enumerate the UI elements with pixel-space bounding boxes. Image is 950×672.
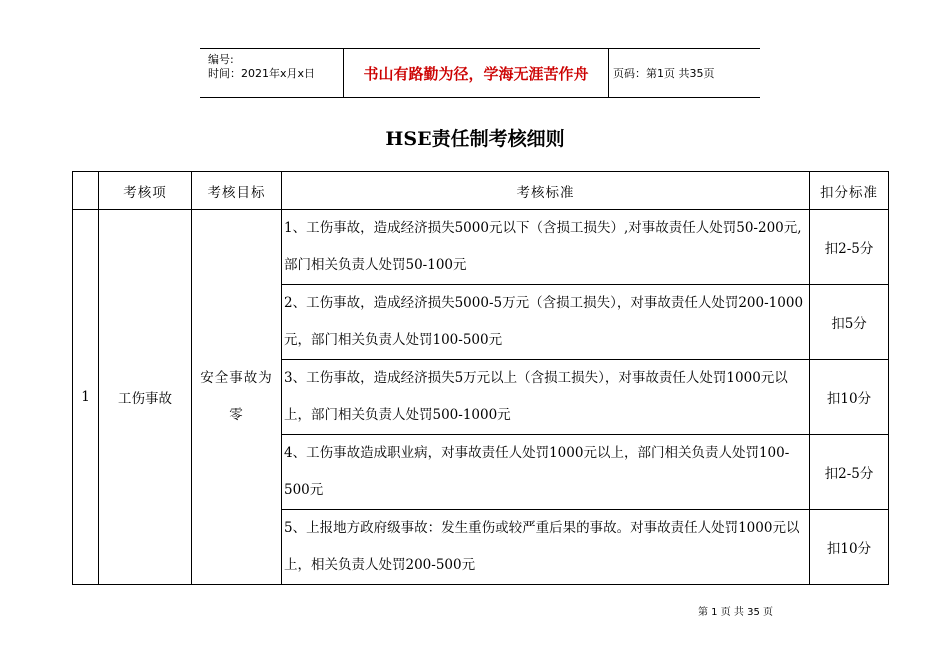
assessment-item: 工伤事故 xyxy=(99,210,192,585)
deduction-cell: 扣2-5分 xyxy=(810,435,889,510)
col-header-item: 考核项 xyxy=(99,172,192,210)
table-row xyxy=(73,210,889,285)
doc-number: 编号: xyxy=(208,53,234,66)
criterion-cell: 3、工伤事故，造成经济损失5万元以上（含损工损失），对事故责任人处罚1000元以上，部门相关负责人处罚500-1000元 xyxy=(282,360,810,435)
criterion-cell: 5、上报地方政府级事故：发生重伤或较严重后果的事故。对事故责任人处罚1000元以上，相关负责人处罚200-500元 xyxy=(282,510,810,585)
doc-time: 时间：2021年x月x日 xyxy=(208,67,316,80)
table-header-row xyxy=(73,172,889,210)
col-header-number xyxy=(73,172,99,210)
assessment-table xyxy=(72,171,889,585)
row-number: 1 xyxy=(73,210,99,585)
header-info xyxy=(208,53,315,81)
header-motto: 书山有路勤为径，学海无涯苦作舟 xyxy=(363,64,589,83)
deduction-cell: 扣10分 xyxy=(810,510,889,585)
deduction-cell: 扣2-5分 xyxy=(810,210,889,285)
criterion-cell: 4、工伤事故造成职业病，对事故责任人处罚1000元以上，部门相关负责人处罚100-500元 xyxy=(282,435,810,510)
document-title: HSE责任制考核细则 xyxy=(385,128,565,150)
page-header xyxy=(200,48,760,98)
criterion-cell: 2、工伤事故，造成经济损失5000-5万元（含损工损失），对事故责任人处罚200-1000元，部门相关负责人处罚100-500元 xyxy=(282,285,810,360)
col-header-goal: 考核目标 xyxy=(192,172,282,210)
page-footer: 第 1 页 共 35 页 xyxy=(698,607,773,618)
deduction-cell: 扣5分 xyxy=(810,285,889,360)
header-divider xyxy=(608,49,609,97)
col-header-deduction: 扣分标准 xyxy=(810,172,889,210)
criterion-cell: 1、工伤事故，造成经济损失5000元以下（含损工损失）,对事故责任人处罚50-200元,部门相关负责人处罚50-100元 xyxy=(282,210,810,285)
deduction-cell: 扣10分 xyxy=(810,360,889,435)
col-header-criteria: 考核标准 xyxy=(282,172,810,210)
header-page-info: 页码：第1页 共35页 xyxy=(613,67,715,80)
assessment-goal: 安全事故为零 xyxy=(192,210,282,585)
